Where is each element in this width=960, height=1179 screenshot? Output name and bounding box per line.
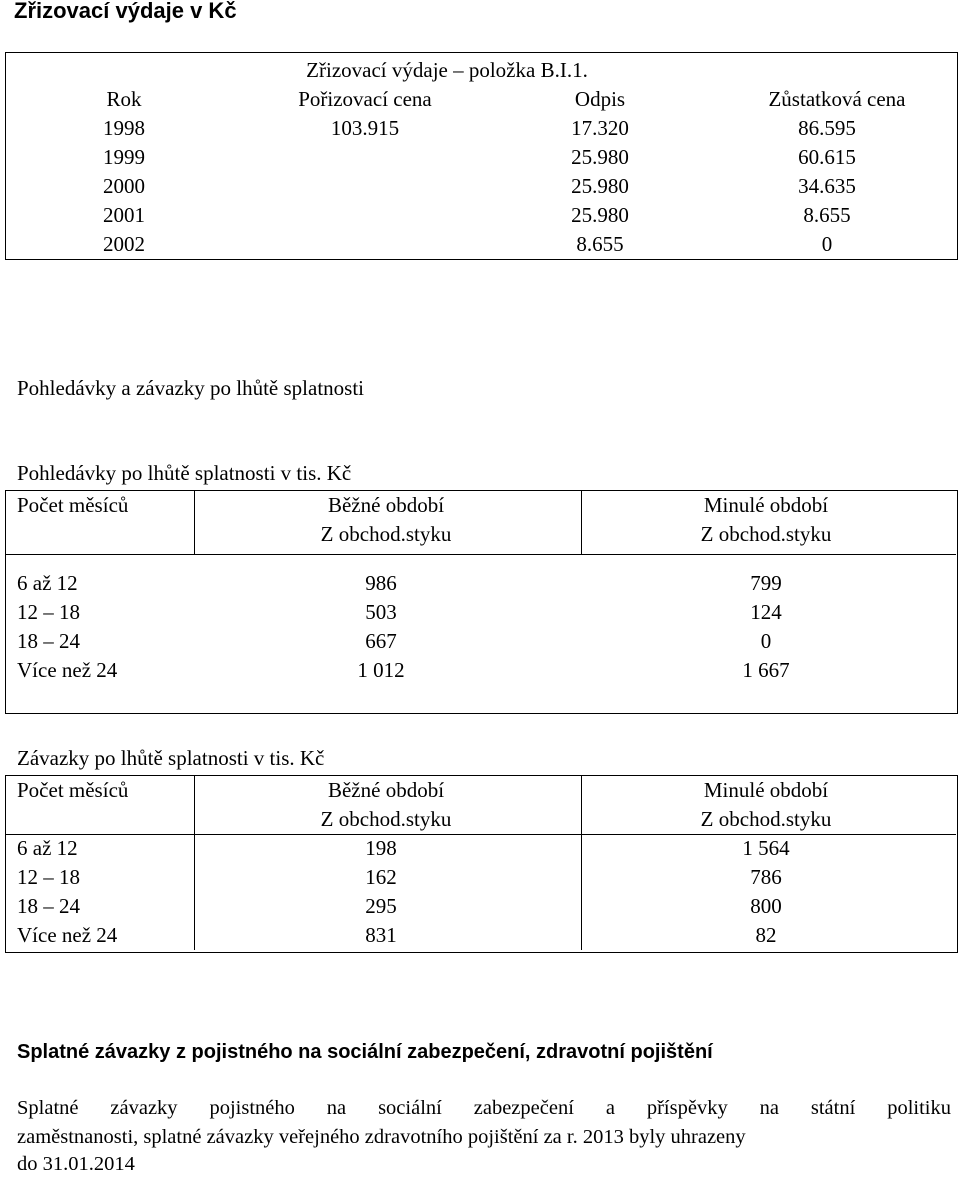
document-title: Zřizovací výdaje v Kč <box>14 0 237 23</box>
table-cell: 2000 <box>103 174 145 198</box>
table-cell: 12 – 18 <box>17 865 80 889</box>
column-header: Běžné období <box>327 778 445 802</box>
column-divider <box>194 776 195 950</box>
table-cell: 667 <box>365 629 397 653</box>
table-cell: 1998 <box>103 116 145 140</box>
table-cell: 124 <box>750 600 782 624</box>
table-cell: 1999 <box>103 145 145 169</box>
column-header: Počet měsíců <box>17 778 129 802</box>
table-cell: 2001 <box>103 203 145 227</box>
column-divider <box>581 776 582 950</box>
column-divider <box>194 491 195 554</box>
row-divider <box>6 834 956 835</box>
table-cell: 34.635 <box>798 174 856 198</box>
table-cell: 1 667 <box>742 658 790 682</box>
column-subheader: Z obchod.styku <box>320 807 452 831</box>
paragraph-line: Splatné závazky pojistného na sociální zabezpečení a příspěvky na státní politiku <box>17 1097 951 1119</box>
table-title: Zřizovací výdaje – položka B.I.1. <box>306 58 588 82</box>
table-cell: 25.980 <box>571 145 629 169</box>
table-cell: Více než 24 <box>17 658 118 682</box>
table-cell: Více než 24 <box>17 923 118 947</box>
column-header: Běžné období <box>327 493 445 517</box>
table-cell: 503 <box>365 600 397 624</box>
table-cell: 6 až 12 <box>17 836 78 860</box>
table-cell: 1 564 <box>742 836 790 860</box>
column-subheader: Z obchod.styku <box>700 807 832 831</box>
table-cell: 0 <box>821 232 833 256</box>
column-header: Zůstatková cena <box>768 87 906 111</box>
depreciation-table <box>5 52 958 260</box>
paragraph-line: zaměstnanosti, splatné závazky veřejného zdravotního pojištění za r. 2013 byly uhrazeny <box>17 1126 746 1148</box>
table-cell: 162 <box>365 865 397 889</box>
table-cell: 6 až 12 <box>17 571 78 595</box>
column-header: Rok <box>106 87 142 111</box>
table-cell: 0 <box>760 629 772 653</box>
table-caption: Pohledávky po lhůtě splatnosti v tis. Kč <box>17 461 352 485</box>
table-cell: 2002 <box>103 232 145 256</box>
table-caption: Závazky po lhůtě splatnosti v tis. Kč <box>17 746 325 770</box>
column-header: Minulé období <box>703 778 829 802</box>
table-cell: 103.915 <box>330 116 400 140</box>
section-title: Pohledávky a závazky po lhůtě splatnosti <box>17 376 365 400</box>
column-subheader: Z obchod.styku <box>320 522 452 546</box>
row-divider <box>6 554 956 555</box>
table-cell: 25.980 <box>571 174 629 198</box>
table-cell: 786 <box>750 865 782 889</box>
table-cell: 25.980 <box>571 203 629 227</box>
receivables-table <box>5 490 958 714</box>
liabilities-table <box>5 775 958 953</box>
table-cell: 800 <box>750 894 782 918</box>
table-cell: 8.655 <box>576 232 624 256</box>
column-header: Počet měsíců <box>17 493 129 517</box>
table-cell: 295 <box>365 894 397 918</box>
table-cell: 831 <box>365 923 397 947</box>
table-cell: 799 <box>750 571 782 595</box>
column-header: Pořizovací cena <box>298 87 432 111</box>
table-cell: 82 <box>755 923 777 947</box>
paragraph-line: do 31.01.2014 <box>17 1153 135 1175</box>
column-header: Minulé období <box>703 493 829 517</box>
table-cell: 18 – 24 <box>17 629 80 653</box>
column-subheader: Z obchod.styku <box>700 522 832 546</box>
section-title: Splatné závazky z pojistného na sociální zabezpečení, zdravotní pojištění <box>17 1041 713 1063</box>
table-cell: 18 – 24 <box>17 894 80 918</box>
table-cell: 1 012 <box>357 658 405 682</box>
table-cell: 17.320 <box>571 116 629 140</box>
table-cell: 198 <box>365 836 397 860</box>
column-header: Odpis <box>574 87 626 111</box>
table-cell: 60.615 <box>798 145 856 169</box>
table-cell: 8.655 <box>803 203 851 227</box>
table-cell: 986 <box>365 571 397 595</box>
table-cell: 86.595 <box>798 116 856 140</box>
table-cell: 12 – 18 <box>17 600 80 624</box>
column-divider <box>581 491 582 554</box>
